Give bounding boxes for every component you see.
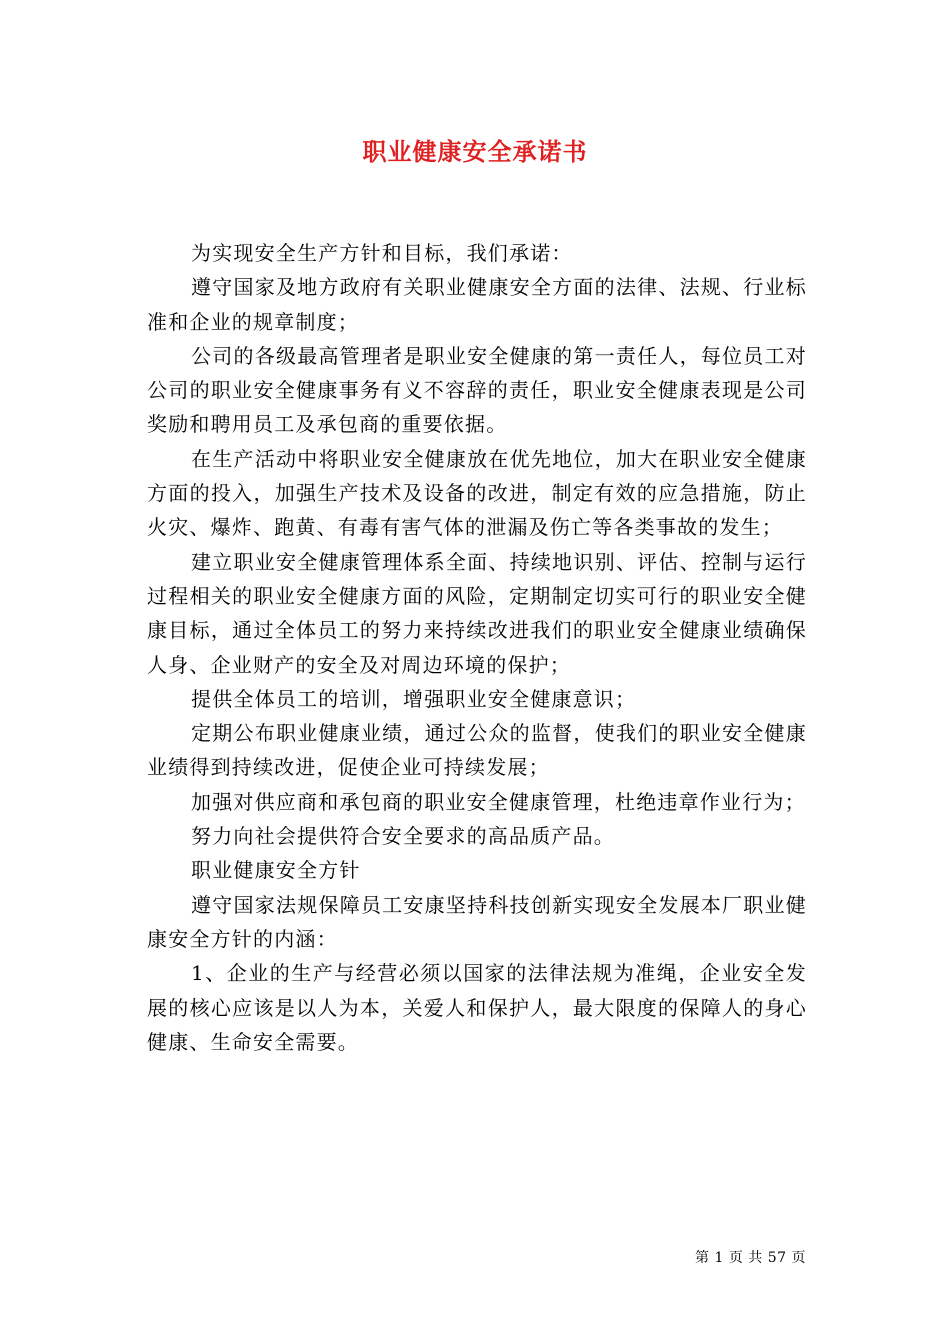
paragraph: 1、企业的生产与经营必须以国家的法律法规为准绳，企业安全发展的核心应该是以人为本，关爱人和保护人，最大限度的保障人的身心健康、生命安全需要。 [147,961,807,1054]
paragraph: 提供全体员工的培训，增强职业安全健康意识； [191,686,637,711]
document-body [147,236,807,1059]
paragraph: 公司的各级最高管理者是职业安全健康的第一责任人，每位员工对公司的职业安全健康事务有义不容辞的责任，职业安全健康表现是公司奖励和聘用员工及承包商的重要依据。 [147,343,807,437]
page-number: 第 1 页 共 57 页 [695,1250,806,1266]
paragraph: 为实现安全生产方针和目标，我们承诺： [191,241,573,265]
paragraph: 加强对供应商和承包商的职业安全健康管理，杜绝违章作业行为； [191,789,806,814]
paragraph: 遵守国家及地方政府有关职业健康安全方面的法律、法规、行业标准和企业的规章制度； [147,275,807,334]
section-heading: 职业健康安全方针 [191,858,361,883]
document-title: 职业健康安全承诺书 [362,137,588,166]
paragraph: 遵守国家法规保障员工安康坚持科技创新实现安全发展本厂职业健康安全方针的内涵： [147,892,807,951]
paragraph: 在生产活动中将职业安全健康放在优先地位，加大在职业安全健康方面的投入，加强生产技术及设备的改进，制定有效的应急措施，防止火灾、爆炸、跑黄、有毒有害气体的泄漏及伤亡等各类事故的发生； [147,446,807,540]
paragraph: 建立职业安全健康管理体系全面、持续地识别、评估、控制与运行过程相关的职业安全健康方面的风险，定期制定切实可行的职业安全健康目标，通过全体员工的努力来持续改进我们的职业安全健康业绩确保人身、企业财产的安全及对周边环境的保护； [147,549,807,677]
paragraph: 努力向社会提供符合安全要求的高品质产品。 [191,824,615,849]
paragraph: 定期公布职业健康业绩，通过公众的监督，使我们的职业安全健康业绩得到持续改进，促使企业可持续发展； [147,721,807,780]
